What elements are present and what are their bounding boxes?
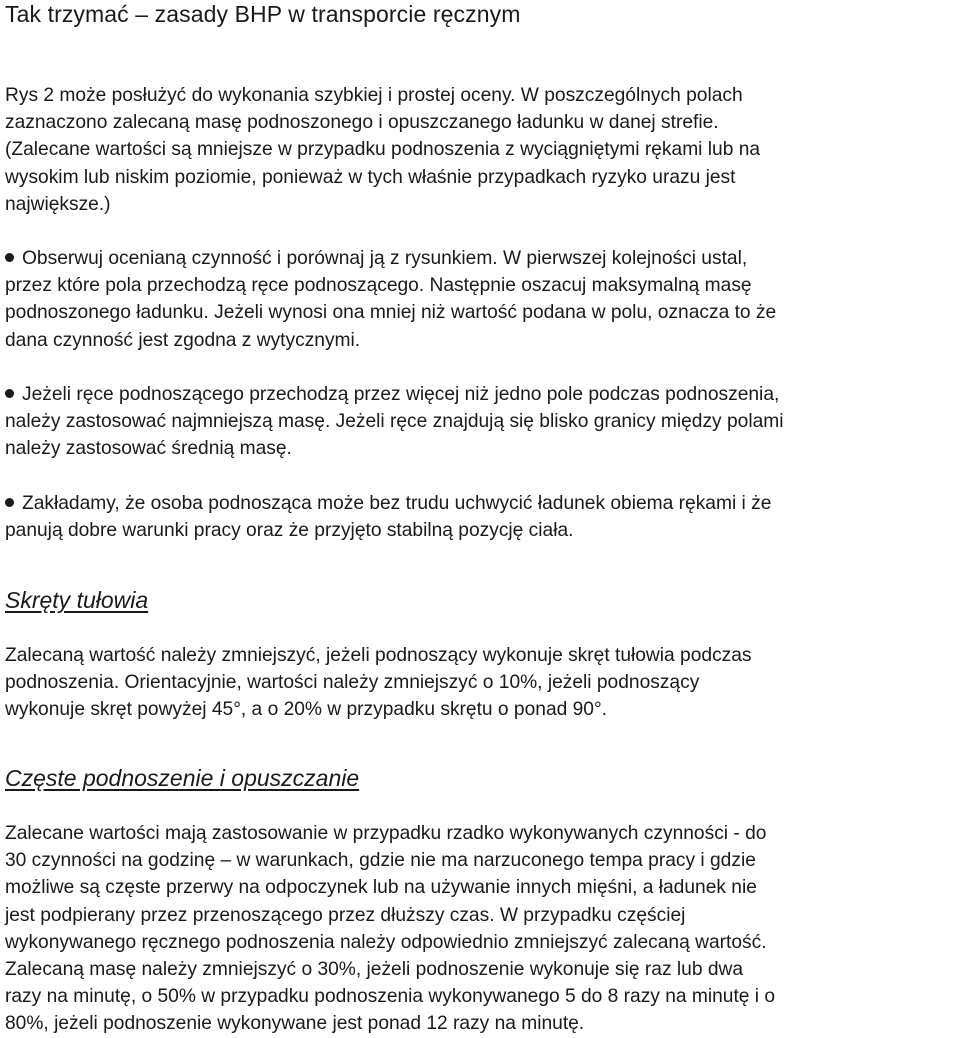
text-line: Zakładamy, że osoba podnosząca może bez trudu uchwycić ładunek obiema rękami i że bbox=[22, 493, 772, 514]
text-line: razy na minutę, o 50% w przypadku podnoszenia wykonywanego 5 do 8 razy na minutę i o bbox=[5, 986, 776, 1008]
text-line: należy zastosować najmniejszą masę. Jeżeli ręce znajdują się blisko granicy między polami bbox=[5, 411, 784, 433]
bullet-paragraph-1 bbox=[5, 245, 957, 354]
bullet-icon bbox=[5, 389, 14, 398]
text-line: jest podpierany przez przenoszącego przez dłuższy czas. W przypadku częściej bbox=[5, 904, 686, 926]
text-line: wykonuje skręt powyżej 45°, a o 20% w przypadku skrętu o ponad 90°. bbox=[5, 699, 607, 721]
frequent-paragraph bbox=[5, 820, 957, 1038]
text-line: wykonywanego ręcznego podnoszenia należy odpowiednio zmniejszyć zalecaną wartość. bbox=[5, 931, 767, 953]
page-title: Tak trzymać – zasady BHP w transporcie ręcznym bbox=[5, 1, 521, 27]
text-line: panują dobre warunki pracy oraz że przyjęto stabilną pozycję ciała. bbox=[5, 520, 574, 542]
section-heading-frequent: Częste podnoszenie i opuszczanie bbox=[5, 765, 360, 791]
text-line: (Zalecane wartości są mniejsze w przypadku podnoszenia z wyciągniętymi rękami lub na bbox=[5, 139, 761, 161]
torso-paragraph bbox=[5, 642, 957, 724]
bullet-icon bbox=[5, 498, 14, 507]
text-line: przez które pola przechodzą ręce podnoszącego. Następnie oszacuj maksymalną masę bbox=[5, 275, 752, 297]
text-line: Obserwuj ocenianą czynność i porównaj ją z rysunkiem. W pierwszej kolejności ustal, bbox=[22, 248, 748, 269]
intro-paragraph bbox=[5, 82, 957, 218]
text-line: wysokim lub niskim poziomie, ponieważ w tych właśnie przypadkach ryzyko urazu jest bbox=[5, 166, 736, 188]
text-line: 30 czynności na godzinę – w warunkach, gdzie nie ma narzuconego tempa pracy i gdzie bbox=[5, 850, 756, 872]
text-line: podnoszenia. Orientacyjnie, wartości należy zmniejszyć o 10%, jeżeli podnoszący bbox=[5, 672, 700, 694]
text-line: zaznaczono zalecaną masę podnoszonego i opuszczanego ładunku w danej strefie. bbox=[5, 112, 719, 134]
text-line: podnoszonego ładunku. Jeżeli wynosi ona mniej niż wartość podana w polu, oznacza to że bbox=[5, 302, 777, 324]
text-line: Jeżeli ręce podnoszącego przechodzą przez więcej niż jedno pole podczas podnoszenia, bbox=[22, 384, 780, 405]
text-line: możliwe są częste przerwy na odpoczynek lub na używanie innych mięśni, a ładunek nie bbox=[5, 877, 757, 899]
text-line: Zalecaną wartość należy zmniejszyć, jeżeli podnoszący wykonuje skręt tułowia podczas bbox=[5, 645, 752, 666]
text-line: należy zastosować średnią masę. bbox=[5, 438, 292, 460]
text-line: dana czynność jest zgodna z wytycznymi. bbox=[5, 329, 361, 351]
text-line: największe.) bbox=[5, 193, 111, 215]
bullet-paragraph-3 bbox=[5, 490, 957, 544]
section-heading-torso: Skręty tułowia bbox=[5, 587, 149, 613]
text-line: 80%, jeżeli podnoszenie wykonywane jest ponad 12 razy na minutę. bbox=[5, 1013, 585, 1035]
text-line: Zalecane wartości mają zastosowanie w przypadku rzadko wykonywanych czynności - do bbox=[5, 823, 767, 844]
text-line: Zalecaną masę należy zmniejszyć o 30%, jeżeli podnoszenie wykonuje się raz lub dwa bbox=[5, 959, 744, 981]
bullet-paragraph-2 bbox=[5, 381, 957, 463]
text-line: Rys 2 może posłużyć do wykonania szybkiej i prostej oceny. W poszczególnych polach bbox=[5, 85, 743, 106]
bullet-icon bbox=[5, 253, 14, 262]
